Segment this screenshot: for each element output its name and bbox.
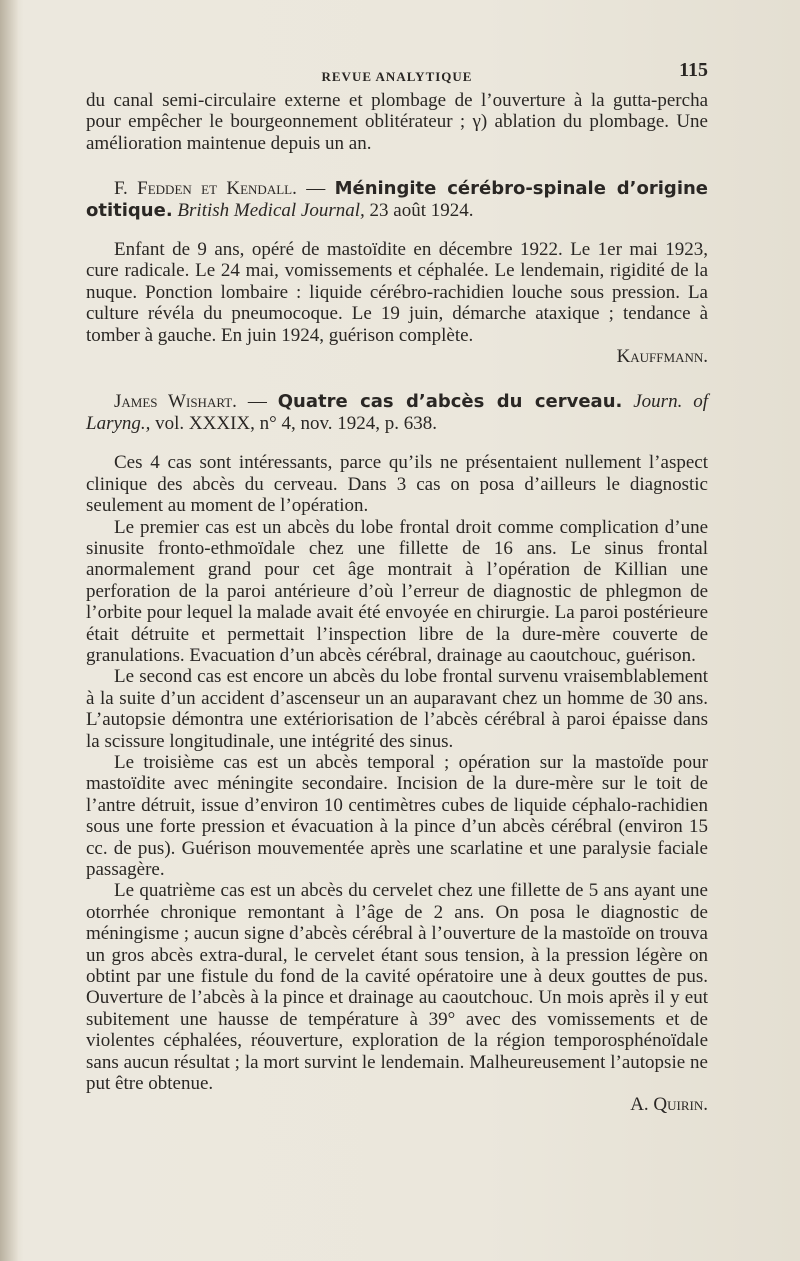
entry-2-dash: — [236, 391, 278, 413]
entry-2-paragraph-2: Le premier cas est un abcès du lobe frontal droit comme complication d’une sinusite fronto-ethmoïdale chez une fillette de 16 ans. Le sinus frontal anormalement grand pour cet âge montrait à l’opération de Killian une perforation de la paroi antérieure d’où l’erreur de diagnostic de phlegmon de l’orbite pour lequel la malade avait été envoyée en chirurgie. La paroi postérieure était détruite et permettait l’inspection libre de la dure-mère couverte de granulations. Evacuation d’un abcès cérébral, drainage au caoutchouc, guérison. [86, 516, 708, 666]
page-binding-edge [0, 0, 18, 1261]
entry-2-paragraph-4: Le troisième cas est un abcès temporal ; opération sur la mastoïde pour mastoïdite avec méningite secondaire. Incision de la dure-mère sur le toit de l’antre détruit, issue d’environ 10 centimètres cubes de liquide céphalo-rachidien sous une forte pression et évacuation à la pince d’un abcès cérébral (environ 15 cc. de pus). Guérison mouvementée après une scarlatine et une paralysie faciale passagère. [86, 751, 708, 880]
entry-1-source: British Medical Journal, [177, 199, 365, 221]
entry-2-authors: James Wishart. [114, 391, 237, 413]
entry-1-dash: — [296, 178, 335, 200]
entry-1-signature: Kauffmann. [616, 346, 708, 368]
abstract-entry-2 [86, 391, 708, 1115]
entry-1-paragraph-1: Enfant de 9 ans, opéré de mastoïdite en décembre 1922. Le 1er mai 1923, cure radicale. Le 24 mai, vomissements et céphalée. Le lendemain, rigidité de la nuque. Ponction lombaire : liquide cérébro-rachidien louche sous pression. La culture révéla du pneumocoque. Le 19 juin, démarche ataxique ; tendance à tomber à gauche. En juin 1924, guérison complète. [86, 239, 708, 346]
entry-1-heading [86, 178, 708, 221]
entry-1-title: Méningite cérébro-spinale d’origine otitique. [86, 178, 709, 221]
page-number: 115 [679, 59, 708, 81]
page-content [86, 60, 708, 1116]
entry-2-signature: A. Quirin. [630, 1094, 708, 1116]
continuation-paragraph: du canal semi-circulaire externe et plombage de l’ouverture à la gutta-percha pour empêcher le bourgeonnement oblitérateur ; γ) ablation du plombage. Une amélioration maintenue depuis un an. [86, 90, 708, 154]
entry-2-heading [86, 391, 708, 434]
entry-2-source: Journ. of Laryng., [86, 391, 708, 434]
entry-2-paragraph-5: Le quatrième cas est un abcès du cervelet chez une fillette de 5 ans ayant une otorrhée chronique remontant à l’âge de 2 ans. On posa le diagnostic de méningisme ; aucun signe d’abcès cérébral à l’ouverture de la mastoïde on trouva un gros abcès extra-dural, le cervelet étant sous tension, à la pression légère on obtint par une fistule du fond de la cavité opératoire une à deux gouttes de pus. Ouverture de l’abcès à la pince et drainage au caoutchouc. Un mois après il y eut subitement une hausse de température à 39° avec des vomissements et de violentes céphalées, réouverture, exploration de la région temporosphénoïdale sans aucun résultat ; la mort survint le lendemain. Malheureusement l’autopsie ne put être obtenue. [86, 880, 708, 1095]
entry-2-details: vol. XXXIX, n° 4, nov. 1924, p. 638. [150, 412, 438, 434]
entry-1-details: 23 août 1924. [364, 199, 474, 221]
abstract-entry-1 [86, 178, 708, 367]
entry-2-title: Quatre cas d’abcès du cerveau. [277, 391, 623, 413]
entry-2-paragraph-1: Ces 4 cas sont intéressants, parce qu’ils ne présentaient nullement l’aspect clinique des abcès du cerveau. Dans 3 cas on posa d’ailleurs le diagnostic seulement au moment de l’opération. [86, 452, 708, 517]
entry-1-authors: F. Fedden et Kendall. [114, 178, 297, 200]
running-head [86, 60, 708, 90]
journal-title: REVUE ANALYTIQUE [321, 69, 473, 84]
entry-2-paragraph-3: Le second cas est encore un abcès du lobe frontal survenu vraisemblablement à la suite d’un accident d’ascenseur un an auparavant chez un homme de 30 ans. L’autopsie démontra une extériorisation de l’abcès cérébral à paroi épaisse dans la scissure longitudinale, une intégrité des sinus. [86, 666, 708, 752]
